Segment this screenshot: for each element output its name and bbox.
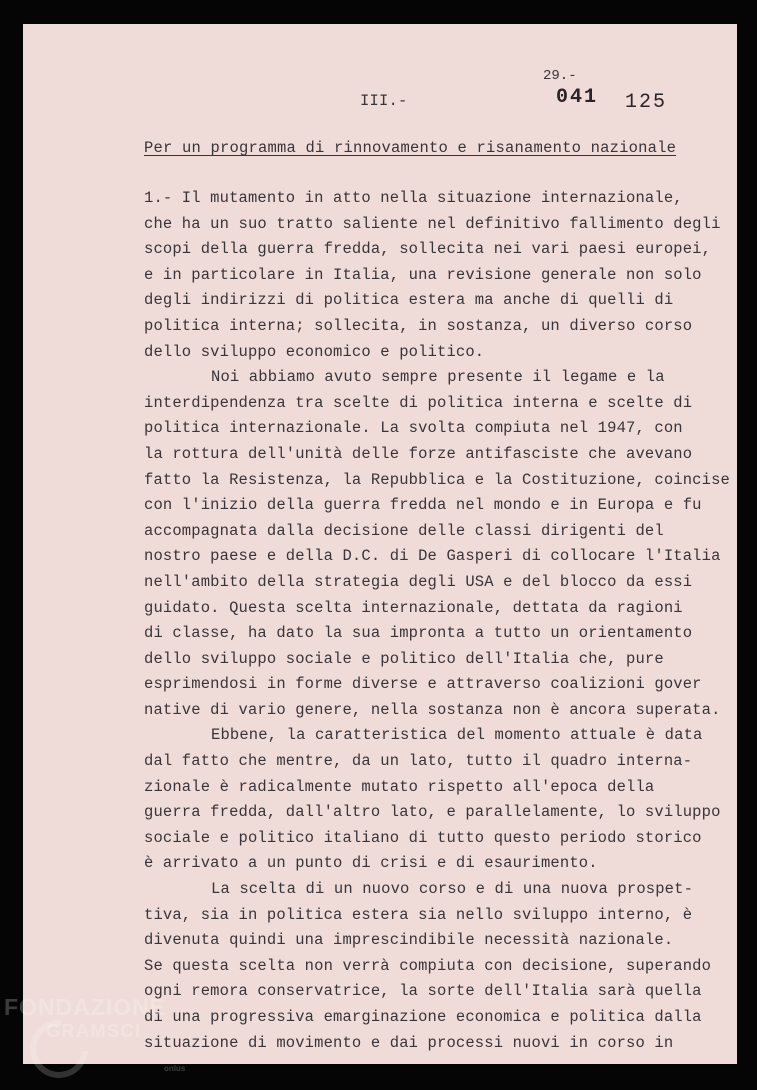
text-line: interdipendenza tra scelte di politica interna e scelte di [144,393,693,412]
watermark-line1: FONDAZIONE [4,994,167,1020]
archive-stamp-number-secondary: 125 [625,91,668,114]
page-number: 29.- [543,68,577,84]
document-body [144,186,734,1056]
text-line: di classe, ha dato la sua impronta a tutto un orientamento [144,624,693,643]
text-line: tiva, sia in politica estera sia nello sviluppo interno, è [144,905,693,924]
text-line: La scelta di un nuovo corso e di una nuova prospet- [211,880,694,899]
text-line: degli indirizzi di politica estera ma anche di quelli di [144,291,674,310]
text-line: sociale e politico italiano di tutto questo periodo storico [144,828,702,847]
text-line: divenuta quindi una imprescindibile necessità nazionale. [144,931,674,950]
text-line: Ebbene, la caratteristica del momento attuale è data [211,726,703,745]
text-line: che ha un suo tratto saliente nel definitivo fallimento degli [144,214,721,233]
watermark-suffix: onlus [164,1064,186,1073]
text-line: e in particolare in Italia, una revisione generale non solo [144,265,702,284]
text-line: guerra fredda, dall'altro lato, e parallelamente, lo sviluppo [144,803,721,822]
text-line: zionale è radicalmente mutato rispetto all'epoca della [144,777,655,796]
text-line: la rottura dell'unità delle forze antifasciste che avevano [144,444,693,463]
text-line: accompagnata dalla decisione delle classi dirigenti del [144,521,664,540]
text-line: dello sviluppo sociale e politico dell'Italia che, pure [144,649,664,668]
text-line: 1.- Il mutamento in atto nella situazione internazionale, [144,189,683,207]
text-line: nostro paese e della D.C. di De Gasperi di collocare l'Italia [144,547,721,566]
text-line: politica internazionale. La svolta compiuta nel 1947, con [144,419,683,438]
text-line: Se questa scelta non verrà compiuta con decisione, superando [144,956,712,975]
text-line: Noi abbiamo avuto sempre presente il legame e la [211,368,665,387]
text-line: con l'inizio della guerra fredda nel mondo e in Europa e fu [144,496,702,515]
watermark [4,994,186,1073]
text-line: è arrivato a un punto di crisi e di esaurimento. [144,854,598,873]
text-line: fatto la Resistenza, la Repubblica e la Costituzione, coincise [144,470,730,489]
text-line: dal fatto che mentre, da un lato, tutto il quadro interna- [144,752,693,771]
text-line: situazione di movimento e dai processi nuovi in corso in [144,1033,674,1052]
watermark-line2: GRAMSCI [46,1021,142,1041]
text-line: di una progressiva emarginazione economica e politica dalla [144,1008,702,1026]
text-line: ogni remora conservatrice, la sorte dell'Italia sarà quella [144,982,702,1001]
text-line: politica interna; sollecita, in sostanza, un diverso corso [144,316,693,335]
text-line: native di vario genere, nella sostanza non è ancora superata. [144,700,721,719]
archive-stamp-number: 041 [556,86,599,109]
section-numeral: III.- [360,92,408,110]
document-title: Per un programma di rinnovamento e risanamento nazionale [144,139,677,157]
text-line: esprimendosi in forme diverse e attraverso coalizioni gover [144,675,702,694]
text-line: scopi della guerra fredda, sollecita nei vari paesi europei, [144,240,712,259]
text-line: dello sviluppo economico e politico. [144,342,485,361]
document-page [23,24,737,1064]
text-line: guidato. Questa scelta internazionale, dettata da ragioni [144,598,683,617]
text-line: nell'ambito della strategia degli USA e del blocco da essi [144,572,693,591]
